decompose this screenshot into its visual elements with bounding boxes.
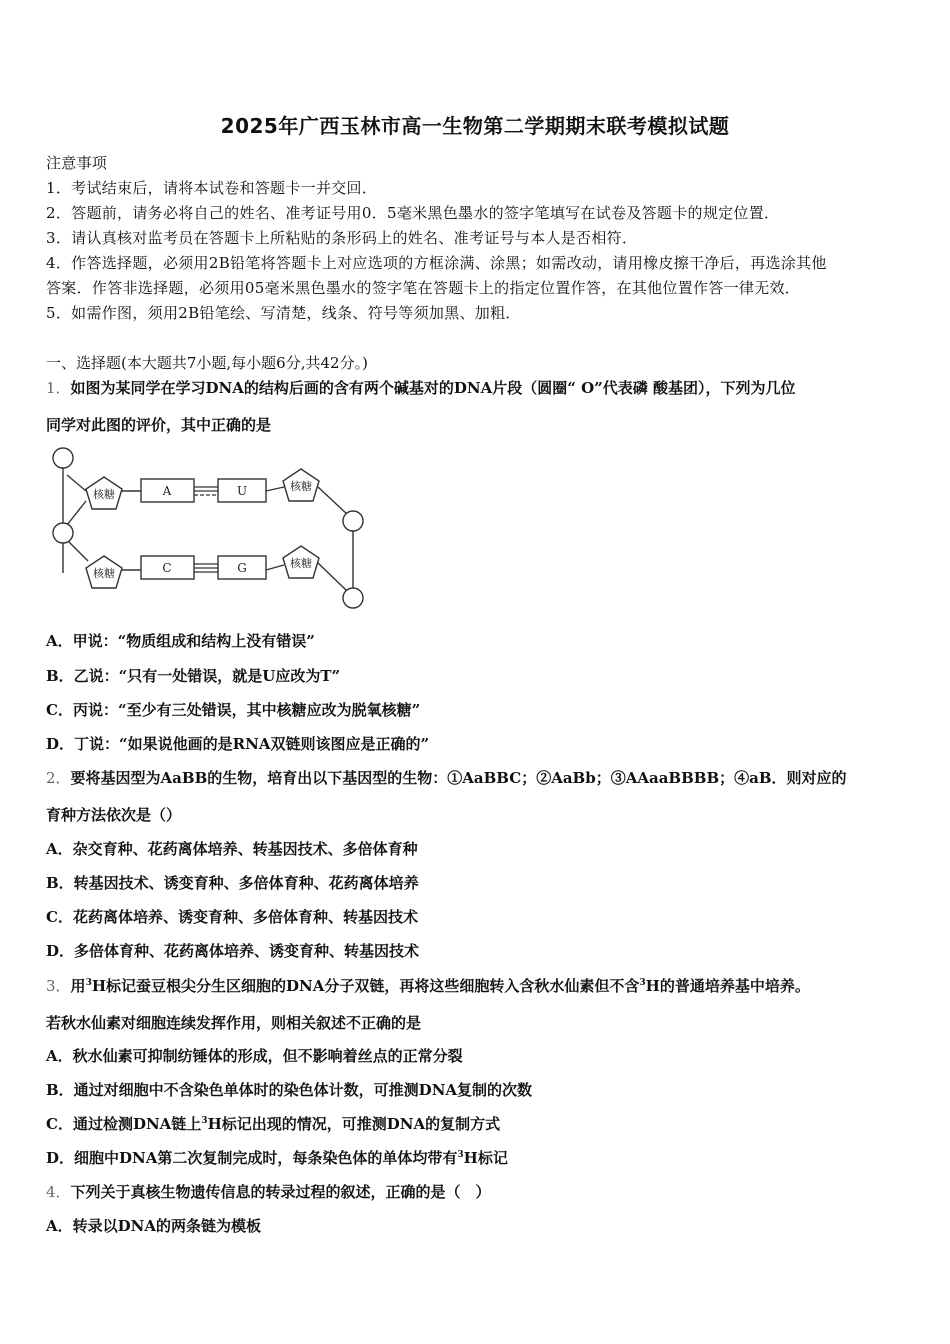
notice-item-1: 1．考试结束后，请将本试卷和答题卡一并交回． bbox=[46, 179, 378, 197]
phosphate-circle bbox=[343, 511, 363, 531]
question-1-option-b: B．乙说：“只有一处错误，就是U应改为T” bbox=[46, 667, 341, 685]
question-2-line-1 bbox=[46, 767, 916, 788]
option-text-part: H标记 bbox=[463, 1149, 508, 1167]
question-4-line-1 bbox=[46, 1181, 916, 1202]
question-2-option-a: A．杂交育种、花药离体培养、转基因技术、多倍体育种 bbox=[46, 840, 418, 858]
question-3-stem-part: 用 bbox=[70, 977, 86, 995]
question-1-option-a: A．甲说：“物质组成和结构上没有错误” bbox=[46, 632, 315, 650]
question-3-option-d bbox=[46, 1147, 916, 1168]
sugar-label: 核糖 bbox=[290, 557, 312, 570]
bond-line bbox=[266, 565, 284, 570]
sugar-label: 核糖 bbox=[93, 488, 115, 501]
base-label-u: U bbox=[236, 484, 248, 498]
bond-line bbox=[67, 475, 86, 491]
option-text-part: C．通过检测DNA链上 bbox=[46, 1115, 202, 1133]
question-2-line-2: 育种方法依次是（） bbox=[46, 806, 182, 824]
question-4-number: 4． bbox=[46, 1183, 71, 1201]
notice-item-2: 2．答题前，请务必将自己的姓名、准考证号用0．5毫米黑色墨水的签字笔填写在试卷及答题卡的规定位置． bbox=[46, 204, 780, 222]
superscript: 3 bbox=[201, 1116, 208, 1126]
question-3-stem-part: H标记蚕豆根尖分生区细胞的DNA分子双链，再将这些细胞转入含秋水仙素但不含 bbox=[91, 977, 640, 995]
notice-item-5: 5．如需作图，须用2B铅笔绘、写清楚，线条、符号等须加黑、加粗． bbox=[46, 304, 521, 322]
question-1-line-1 bbox=[46, 377, 916, 398]
notice-item-4: 4．作答选择题，必须用2B铅笔将答题卡上对应选项的方框涂满、涂黑；如需改动，请用橡皮擦干净后，再选涂其他 bbox=[46, 254, 827, 272]
question-3-option-a: A．秋水仙素可抑制纺锤体的形成，但不影响着丝点的正常分裂 bbox=[46, 1047, 463, 1065]
base-label-c: C bbox=[162, 561, 172, 575]
question-1-option-d: D．丁说：“如果说他画的是RNA双链则该图应是正确的” bbox=[46, 735, 430, 753]
notice-heading: 注意事项 bbox=[46, 154, 108, 172]
sugar-label: 核糖 bbox=[290, 480, 312, 493]
question-3-line-1 bbox=[46, 975, 916, 996]
question-1-line-2: 同学对此图的评价，其中正确的是 bbox=[46, 416, 272, 434]
bond-line bbox=[67, 501, 86, 525]
question-3-line-2: 若秋水仙素对细胞连续发挥作用，则相关叙述不正确的是 bbox=[46, 1014, 422, 1032]
question-1-number: 1． bbox=[46, 379, 71, 397]
question-2-stem: 要将基因型为AaBB的生物，培育出以下基因型的生物：①AaBBC；②AaBb；③AAaaBBBB；④aB．则对应的 bbox=[70, 769, 847, 787]
base-label-g: G bbox=[237, 561, 247, 575]
section-heading: 一、选择题(本大题共7小题,每小题6分,共42分。) bbox=[46, 354, 368, 372]
question-2-option-c: C．花药离体培养、诱变育种、多倍体育种、转基因技术 bbox=[46, 908, 418, 926]
bond-line bbox=[266, 487, 284, 491]
question-3-number: 3． bbox=[46, 977, 71, 995]
superscript: 3 bbox=[457, 1150, 464, 1160]
phosphate-circle bbox=[53, 523, 73, 543]
superscript: 3 bbox=[85, 978, 92, 988]
question-2-option-d: D．多倍体育种、花药离体培养、诱变育种、转基因技术 bbox=[46, 942, 420, 960]
page-title: 2025年广西玉林市高一生物第二学期期末联考模拟试题 bbox=[220, 114, 730, 138]
option-text-part: H标记出现的情况，可推测DNA的复制方式 bbox=[207, 1115, 501, 1133]
question-4-option-a: A．转录以DNA的两条链为模板 bbox=[46, 1217, 261, 1235]
question-3-option-c bbox=[46, 1113, 916, 1134]
question-1-stem: 如图为某同学在学习DNA的结构后画的含有两个碱基对的DNA片段（圆圈“ O”代表磷 酸基团），下列为几位 bbox=[70, 379, 796, 397]
phosphate-circle bbox=[343, 588, 363, 608]
question-4-stem: 下列关于真核生物遗传信息的转录过程的叙述，正确的是（ ） bbox=[70, 1183, 491, 1201]
phosphate-circle bbox=[53, 448, 73, 468]
bond-line bbox=[318, 487, 348, 515]
question-3-stem-part: H的普通培养基中培养。 bbox=[645, 977, 810, 995]
sugar-label: 核糖 bbox=[93, 567, 115, 580]
bond-line bbox=[67, 540, 88, 561]
question-3-option-b: B．通过对细胞中不含染色单体时的染色体计数，可推测DNA复制的次数 bbox=[46, 1081, 533, 1099]
dna-fragment-diagram bbox=[46, 443, 376, 613]
bond-line bbox=[318, 563, 346, 590]
notice-item-3: 3．请认真核对监考员在答题卡上所粘贴的条形码上的姓名、准考证号与本人是否相符． bbox=[46, 229, 638, 247]
superscript: 3 bbox=[639, 978, 646, 988]
notice-item-4-continued: 答案．作答非选择题，必须用05毫米黑色墨水的签字笔在答题卡上的指定位置作答，在其他位置作答一律无效． bbox=[46, 279, 801, 297]
base-label-a: A bbox=[162, 484, 172, 498]
question-1-option-c: C．丙说：“至少有三处错误，其中核糖应改为脱氧核糖” bbox=[46, 701, 421, 719]
question-2-option-b: B．转基因技术、诱变育种、多倍体育种、花药离体培养 bbox=[46, 874, 419, 892]
question-2-number: 2． bbox=[46, 769, 71, 787]
option-text-part: D．细胞中DNA第二次复制完成时，每条染色体的单体均带有 bbox=[46, 1149, 458, 1167]
